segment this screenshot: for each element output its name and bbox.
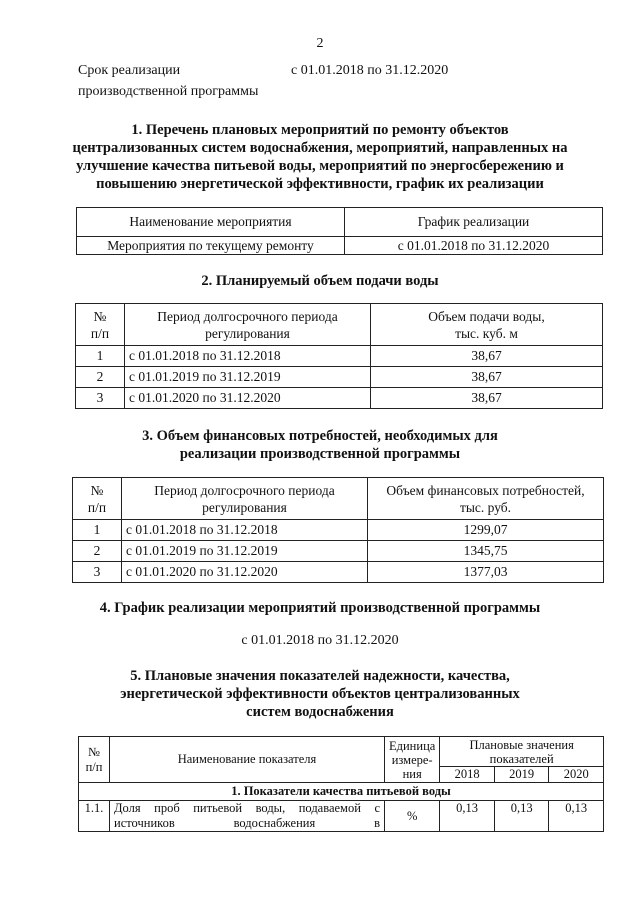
table-row [73, 520, 604, 541]
header-line: Объем подачи воды, [428, 308, 545, 324]
term-label-line2: производственной программы [78, 84, 259, 99]
table-header-period [125, 304, 371, 346]
table-header-year: 2019 [494, 767, 549, 783]
table-cell: 3 [76, 388, 125, 409]
section1-title-line: повышению энергетической эффективности, график их реализации [96, 176, 544, 192]
table-cell: 38,67 [371, 346, 603, 367]
term-label-line1: Срок реализации [78, 63, 181, 78]
table-cell: 2 [76, 367, 125, 388]
table-header-year: 2020 [549, 767, 604, 783]
table-cell: 0,13 [440, 801, 495, 832]
table-header-planned [440, 737, 604, 767]
table-cell: 1 [73, 520, 122, 541]
table-cell: 1.1. [79, 801, 110, 832]
section1-title-line: улучшение качества питьевой воды, мероприятий по энергосбережению и [76, 158, 564, 174]
section5-title-line: 5. Плановые значения показателей надежности, качества, [130, 668, 510, 684]
table-cell: 1345,75 [368, 541, 604, 562]
header-line: регулирования [202, 499, 287, 515]
name-line: источников водоснабжения в [114, 816, 380, 830]
header-line: Единица [389, 738, 436, 753]
table-cell: 1377,03 [368, 562, 604, 583]
table-row [73, 562, 604, 583]
section5-title-line: систем водоснабжения [246, 704, 394, 720]
table-cell: 0,13 [494, 801, 549, 832]
table-header: Наименование мероприятия [77, 208, 345, 237]
table-row [79, 801, 604, 832]
table-cell-name [110, 801, 385, 832]
table-cell: с 01.01.2018 по 31.12.2018 [125, 346, 371, 367]
table-header-unit [385, 737, 440, 783]
table-header-finance [368, 478, 604, 520]
finance-table [72, 477, 604, 583]
table-row [76, 367, 603, 388]
section3-title-line: 3. Объем финансовых потребностей, необходимых для [142, 428, 498, 444]
table-cell: с 01.01.2019 по 31.12.2019 [125, 367, 371, 388]
section3-title-line: реализации производственной программы [179, 446, 461, 462]
header-line: п/п [85, 759, 103, 774]
table-cell: 38,67 [371, 388, 603, 409]
header-line: Объем финансовых потребностей, [386, 482, 585, 498]
water-volume-table [75, 303, 603, 409]
header-line: ния [402, 766, 422, 781]
header-line: тыс. куб. м [455, 325, 518, 341]
table-group-row: 1. Показатели качества питьевой воды [79, 783, 604, 801]
table-cell: 1299,07 [368, 520, 604, 541]
table-cell: % [385, 801, 440, 832]
header-line: регулирования [205, 325, 290, 341]
header-line: Период долгосрочного периода [154, 482, 335, 498]
table-header-num [79, 737, 110, 783]
section1-title-line: централизованных систем водоснабжения, мероприятий, направленных на [72, 140, 568, 156]
table-header-period [122, 478, 368, 520]
table-cell: с 01.01.2020 по 31.12.2020 [122, 562, 368, 583]
table-header-name: Наименование показателя [110, 737, 385, 783]
header-line: показателей [489, 751, 554, 766]
table-cell: 2 [73, 541, 122, 562]
measures-table [76, 207, 603, 255]
section3-title [60, 427, 580, 463]
table-row [76, 388, 603, 409]
section4-value: с 01.01.2018 по 31.12.2020 [241, 633, 399, 648]
header-line: п/п [90, 325, 110, 341]
table-cell: 1 [76, 346, 125, 367]
table-header-volume [371, 304, 603, 346]
table-row [77, 237, 603, 255]
table-header-year: 2018 [440, 767, 495, 783]
table-header: График реализации [345, 208, 603, 237]
table-header-num [73, 478, 122, 520]
header-line: измере- [391, 752, 433, 767]
header-line: № [90, 482, 104, 498]
term-value: с 01.01.2018 по 31.12.2020 [291, 63, 449, 78]
name-line: Доля проб питьевой воды, подаваемой с [114, 801, 380, 815]
table-cell: с 01.01.2018 по 31.12.2018 [122, 520, 368, 541]
table-cell: с 01.01.2018 по 31.12.2020 [345, 237, 603, 255]
table-row [76, 346, 603, 367]
header-line: № [93, 308, 107, 324]
table-cell: Мероприятия по текущему ремонту [77, 237, 345, 255]
table-cell: с 01.01.2019 по 31.12.2019 [122, 541, 368, 562]
table-header-num [76, 304, 125, 346]
table-row [73, 541, 604, 562]
header-line: Период долгосрочного периода [157, 308, 338, 324]
section2-title: 2. Планируемый объем подачи воды [201, 273, 439, 289]
table-cell: 3 [73, 562, 122, 583]
section1-title [60, 121, 580, 193]
section5-title-line: энергетической эффективности объектов централизованных [120, 686, 520, 702]
section1-title-line: 1. Перечень плановых мероприятий по ремонту объектов [131, 122, 509, 138]
indicators-table [78, 736, 604, 832]
header-line: п/п [87, 499, 107, 515]
header-line: № [88, 744, 100, 759]
table-cell: с 01.01.2020 по 31.12.2020 [125, 388, 371, 409]
table-cell: 38,67 [371, 367, 603, 388]
section4-title: 4. График реализации мероприятий производственной программы [99, 600, 541, 616]
table-cell: 0,13 [549, 801, 604, 832]
section5-title [60, 667, 580, 721]
header-line: Плановые значения [469, 737, 574, 752]
page-number: 2 [316, 36, 324, 51]
header-line: тыс. руб. [459, 499, 512, 515]
